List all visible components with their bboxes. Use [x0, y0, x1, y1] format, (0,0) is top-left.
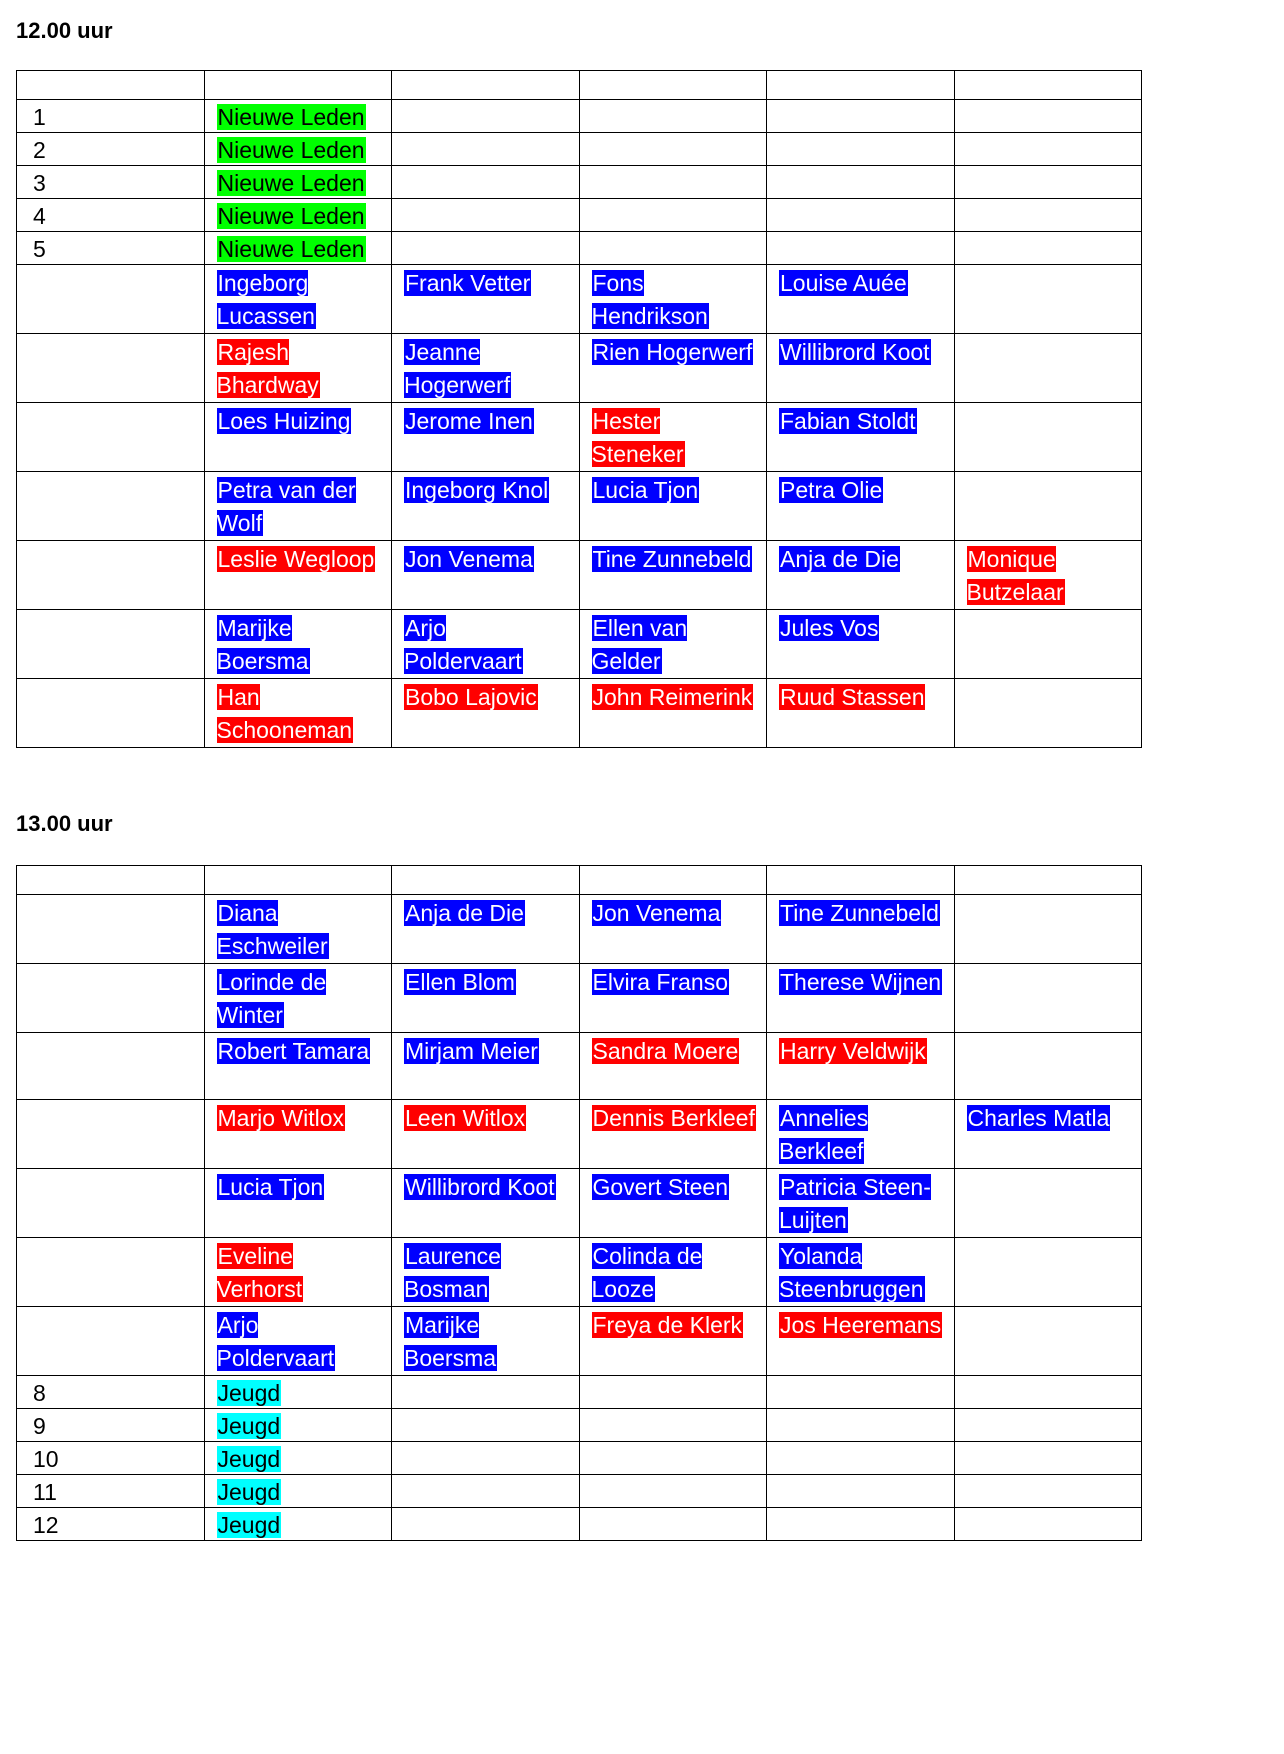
table-cell — [579, 866, 767, 895]
table-cell — [767, 1100, 955, 1169]
table-cell — [767, 964, 955, 1033]
table-cell — [392, 199, 580, 232]
table-cell — [392, 1033, 580, 1100]
table-cell — [579, 100, 767, 133]
table-row — [17, 133, 1142, 166]
table-cell — [579, 679, 767, 748]
table-cell — [392, 100, 580, 133]
table-cell — [204, 866, 392, 895]
name-label: Jeugd — [217, 1512, 281, 1538]
table-cell — [392, 1409, 580, 1442]
name-label: Ingeborg Knol — [405, 477, 549, 503]
name-label: Patricia Steen- Luijten — [779, 1174, 931, 1233]
table-cell — [954, 1033, 1142, 1100]
table-cell — [767, 866, 955, 895]
table-cell — [579, 895, 767, 964]
table-cell — [767, 610, 955, 679]
table-cell — [954, 1376, 1142, 1409]
name-label: Lucia Tjon — [592, 477, 699, 503]
table-cell — [954, 100, 1142, 133]
table-cell — [767, 1169, 955, 1238]
table-cell — [204, 1475, 392, 1508]
name-label: Fabian Stoldt — [780, 408, 916, 434]
table-cell — [579, 610, 767, 679]
name-label: Nieuwe Leden — [217, 236, 365, 262]
table-cell — [579, 334, 767, 403]
table-cell — [954, 232, 1142, 265]
table-cell — [392, 1307, 580, 1376]
table-header-row — [17, 71, 1142, 100]
name-label: Leslie Wegloop — [217, 546, 375, 572]
table-cell — [579, 265, 767, 334]
table-cell — [204, 1033, 392, 1100]
table-row — [17, 265, 1142, 334]
table-cell — [579, 232, 767, 265]
name-label: John Reimerink — [592, 684, 753, 710]
table-cell — [579, 964, 767, 1033]
table-cell — [767, 166, 955, 199]
table-cell — [767, 403, 955, 472]
table-cell — [392, 1376, 580, 1409]
name-label: Arjo Poldervaart — [216, 1312, 335, 1371]
table-row — [17, 1100, 1142, 1169]
name-label: Jeugd — [217, 1479, 281, 1505]
table-row — [17, 100, 1142, 133]
table-cell — [392, 133, 580, 166]
row-number-cell — [17, 403, 205, 472]
table-cell — [204, 1409, 392, 1442]
table-cell — [767, 1307, 955, 1376]
table-cell — [579, 71, 767, 100]
table-cell — [392, 1442, 580, 1475]
table-cell — [579, 403, 767, 472]
table-row — [17, 1307, 1142, 1376]
name-label: Laurence Bosman — [404, 1243, 501, 1302]
table-cell — [392, 166, 580, 199]
row-number-cell — [17, 866, 205, 895]
table-header-row — [17, 866, 1142, 895]
name-label: Jon Venema — [405, 546, 533, 572]
table-row — [17, 1409, 1142, 1442]
name-label: Ellen van Gelder — [591, 615, 688, 674]
row-number-cell — [17, 71, 205, 100]
row-number-cell — [17, 472, 205, 541]
name-label: Louise Auée — [780, 270, 907, 296]
row-number-cell: 9 — [17, 1409, 205, 1442]
table-row — [17, 1169, 1142, 1238]
name-label: Jeugd — [217, 1380, 281, 1406]
name-label: Petra Olie — [780, 477, 883, 503]
table-cell — [767, 895, 955, 964]
table-cell — [954, 403, 1142, 472]
table-cell — [579, 1100, 767, 1169]
table-cell — [954, 964, 1142, 1033]
row-number-cell — [17, 895, 205, 964]
table-cell — [204, 199, 392, 232]
table-row — [17, 1508, 1142, 1541]
table-cell — [392, 541, 580, 610]
schedule-table-1200 — [16, 70, 1142, 748]
table-cell — [579, 1033, 767, 1100]
table-cell — [579, 199, 767, 232]
row-number-cell: 2 — [17, 133, 205, 166]
name-label: Frank Vetter — [405, 270, 531, 296]
table-row — [17, 334, 1142, 403]
row-number-cell — [17, 679, 205, 748]
name-label: Mirjam Meier — [405, 1038, 538, 1064]
name-label: Jeanne Hogerwerf — [404, 339, 511, 398]
table-cell — [392, 71, 580, 100]
table-cell — [767, 334, 955, 403]
table-row — [17, 679, 1142, 748]
table-cell — [954, 541, 1142, 610]
table-row — [17, 1033, 1142, 1100]
table-cell — [204, 1442, 392, 1475]
name-label: Jeugd — [217, 1446, 281, 1472]
table-cell — [204, 1169, 392, 1238]
table-cell — [579, 1376, 767, 1409]
table-cell — [767, 232, 955, 265]
table-cell — [954, 334, 1142, 403]
name-label: Therese Wijnen — [780, 969, 942, 995]
row-number-cell: 10 — [17, 1442, 205, 1475]
name-label: Sandra Moere — [592, 1038, 739, 1064]
name-label: Jon Venema — [592, 900, 721, 926]
row-number-cell — [17, 1100, 205, 1169]
row-number-cell — [17, 610, 205, 679]
name-label: Jos Heeremans — [780, 1312, 942, 1338]
table-cell — [579, 1442, 767, 1475]
table-cell — [392, 679, 580, 748]
table-cell — [392, 472, 580, 541]
name-label: Freya de Klerk — [592, 1312, 743, 1338]
name-label: Jerome Inen — [405, 408, 533, 434]
table-cell — [767, 541, 955, 610]
table-cell — [954, 71, 1142, 100]
table-cell — [579, 541, 767, 610]
table-cell — [954, 866, 1142, 895]
table-cell — [204, 895, 392, 964]
name-label: Ellen Blom — [405, 969, 515, 995]
name-label: Dennis Berkleef — [592, 1105, 755, 1131]
table-cell — [954, 679, 1142, 748]
name-label: Nieuwe Leden — [217, 104, 365, 130]
table-cell — [204, 1376, 392, 1409]
name-label: Ruud Stassen — [780, 684, 925, 710]
name-label: Govert Steen — [592, 1174, 729, 1200]
name-label: Bobo Lajovic — [405, 684, 537, 710]
row-number-cell: 4 — [17, 199, 205, 232]
table-cell — [767, 472, 955, 541]
table-cell — [204, 71, 392, 100]
table-cell — [204, 472, 392, 541]
name-label: Jeugd — [217, 1413, 281, 1439]
table-cell — [204, 1307, 392, 1376]
table-cell — [392, 265, 580, 334]
name-label: Han Schooneman — [216, 684, 353, 743]
name-label: Willibrord Koot — [780, 339, 930, 365]
schedule-table-1300 — [16, 865, 1142, 1541]
table-cell — [204, 1100, 392, 1169]
name-label: Elvira Franso — [592, 969, 728, 995]
table-row — [17, 541, 1142, 610]
table-cell — [579, 1475, 767, 1508]
table-row — [17, 472, 1142, 541]
table-row — [17, 1238, 1142, 1307]
table-cell — [767, 1508, 955, 1541]
table-cell — [954, 895, 1142, 964]
name-label: Willibrord Koot — [405, 1174, 555, 1200]
table-cell — [392, 232, 580, 265]
table-cell — [579, 1307, 767, 1376]
name-label: Lucia Tjon — [217, 1174, 324, 1200]
table-cell — [767, 1442, 955, 1475]
table-cell — [579, 133, 767, 166]
table-cell — [767, 1475, 955, 1508]
name-label: Ingeborg Lucassen — [216, 270, 315, 329]
section-heading-1300: 13.00 uur — [16, 811, 113, 836]
name-label: Petra van der Wolf — [216, 477, 356, 536]
table-cell — [204, 964, 392, 1033]
table-cell — [204, 334, 392, 403]
row-number-cell: 5 — [17, 232, 205, 265]
row-number-cell — [17, 1169, 205, 1238]
table-cell — [204, 1508, 392, 1541]
name-label: Anja de Die — [780, 546, 899, 572]
table-row — [17, 232, 1142, 265]
table-cell — [954, 166, 1142, 199]
table-cell — [204, 265, 392, 334]
table-cell — [767, 679, 955, 748]
table-cell — [767, 100, 955, 133]
table-cell — [392, 403, 580, 472]
row-number-cell: 3 — [17, 166, 205, 199]
table-row — [17, 403, 1142, 472]
table-cell — [954, 472, 1142, 541]
row-number-cell: 1 — [17, 100, 205, 133]
name-label: Rajesh Bhardway — [216, 339, 319, 398]
table-cell — [204, 610, 392, 679]
table-cell — [954, 265, 1142, 334]
table-cell — [579, 1508, 767, 1541]
table-cell — [579, 166, 767, 199]
name-label: Eveline Verhorst — [216, 1243, 303, 1302]
name-label: Tine Zunnebeld — [780, 900, 939, 926]
table-cell — [392, 866, 580, 895]
row-number-cell — [17, 1307, 205, 1376]
name-label: Marjo Witlox — [217, 1105, 345, 1131]
table-cell — [954, 133, 1142, 166]
table-cell — [767, 199, 955, 232]
table-cell — [954, 1100, 1142, 1169]
table-cell — [204, 100, 392, 133]
name-label: Marijke Boersma — [404, 1312, 497, 1371]
row-number-cell — [17, 1238, 205, 1307]
name-label: Colinda de Looze — [591, 1243, 703, 1302]
table-cell — [767, 133, 955, 166]
table-cell — [579, 1409, 767, 1442]
name-label: Nieuwe Leden — [217, 137, 365, 163]
table-cell — [392, 895, 580, 964]
table-cell — [954, 1169, 1142, 1238]
row-number-cell — [17, 265, 205, 334]
table-cell — [767, 265, 955, 334]
name-label: Nieuwe Leden — [217, 203, 365, 229]
table-cell — [954, 199, 1142, 232]
table-cell — [392, 334, 580, 403]
name-label: Lorinde de Winter — [216, 969, 327, 1028]
table-cell — [954, 1475, 1142, 1508]
name-label: Rien Hogerwerf — [592, 339, 753, 365]
table-cell — [204, 541, 392, 610]
table-cell — [954, 1307, 1142, 1376]
row-number-cell: 11 — [17, 1475, 205, 1508]
table-cell — [204, 1238, 392, 1307]
name-label: Arjo Poldervaart — [404, 615, 522, 674]
table-cell — [954, 1442, 1142, 1475]
table-cell — [392, 1100, 580, 1169]
table-cell — [767, 1409, 955, 1442]
name-label: Anja de Die — [405, 900, 524, 926]
table-row — [17, 1475, 1142, 1508]
name-label: Marijke Boersma — [216, 615, 309, 674]
table-cell — [204, 403, 392, 472]
table-cell — [954, 610, 1142, 679]
table-cell — [392, 964, 580, 1033]
table-cell — [954, 1238, 1142, 1307]
table-cell — [392, 1508, 580, 1541]
table-cell — [767, 1376, 955, 1409]
table-row — [17, 1376, 1142, 1409]
table-row — [17, 964, 1142, 1033]
row-number-cell — [17, 1033, 205, 1100]
table-cell — [392, 1475, 580, 1508]
table-cell — [954, 1508, 1142, 1541]
row-number-cell — [17, 541, 205, 610]
row-number-cell — [17, 964, 205, 1033]
name-label: Charles Matla — [967, 1105, 1110, 1131]
table-cell — [767, 71, 955, 100]
name-label: Monique Butzelaar — [966, 546, 1064, 605]
name-label: Jules Vos — [780, 615, 879, 641]
name-label: Hester Steneker — [591, 408, 684, 467]
row-number-cell: 12 — [17, 1508, 205, 1541]
table-cell — [392, 610, 580, 679]
table-cell — [579, 472, 767, 541]
table-cell — [204, 133, 392, 166]
table-cell — [767, 1238, 955, 1307]
table-cell — [204, 679, 392, 748]
name-label: Diana Eschweiler — [216, 900, 328, 959]
row-number-cell — [17, 334, 205, 403]
name-label: Annelies Berkleef — [779, 1105, 869, 1164]
table-cell — [392, 1169, 580, 1238]
section-heading-1200: 12.00 uur — [16, 18, 113, 43]
table-cell — [204, 166, 392, 199]
table-cell — [954, 1409, 1142, 1442]
table-cell — [392, 1238, 580, 1307]
table-cell — [767, 1033, 955, 1100]
table-cell — [204, 232, 392, 265]
name-label: Harry Veldwijk — [780, 1038, 926, 1064]
name-label: Loes Huizing — [217, 408, 351, 434]
table-row — [17, 895, 1142, 964]
table-row — [17, 1442, 1142, 1475]
table-cell — [579, 1169, 767, 1238]
name-label: Fons Hendrikson — [591, 270, 708, 329]
name-label: Leen Witlox — [405, 1105, 526, 1131]
name-label: Yolanda Steenbruggen — [779, 1243, 924, 1302]
table-cell — [579, 1238, 767, 1307]
name-label: Nieuwe Leden — [217, 170, 365, 196]
name-label: Tine Zunnebeld — [592, 546, 752, 572]
table-row — [17, 610, 1142, 679]
name-label: Robert Tamara — [217, 1038, 370, 1064]
row-number-cell: 8 — [17, 1376, 205, 1409]
table-row — [17, 166, 1142, 199]
table-row — [17, 199, 1142, 232]
